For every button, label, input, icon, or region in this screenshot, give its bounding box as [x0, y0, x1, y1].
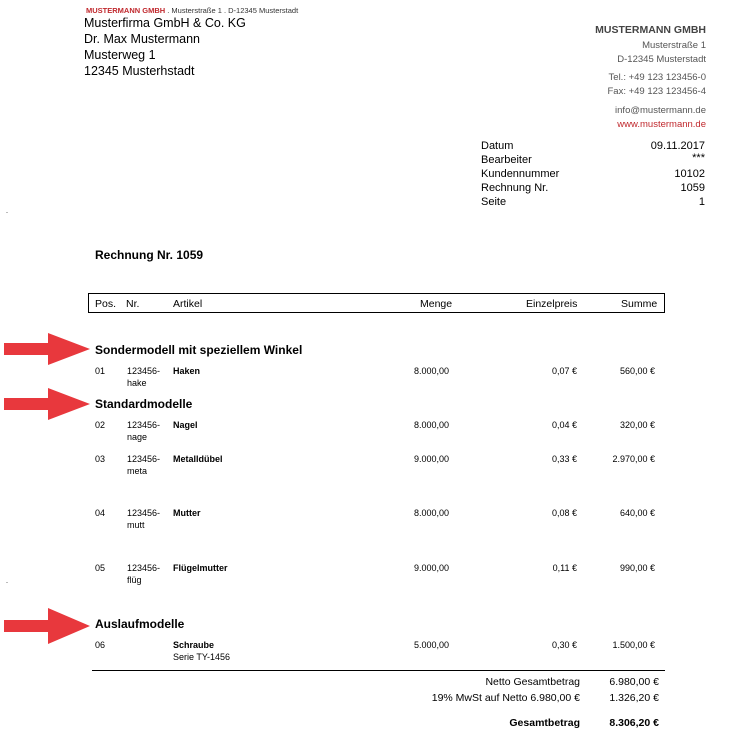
item-5-artikel: Flügelmutter [173, 563, 228, 573]
item-3-artikel: Metalldübel [173, 454, 223, 464]
company-street: Musterstraße 1 [642, 40, 706, 51]
recipient-line-3: Musterweg 1 [84, 48, 156, 62]
item-1-nr: 123456- [127, 366, 161, 376]
company-city: D-12345 Musterstadt [617, 54, 706, 65]
meta-value-rechnung: 1059 [680, 182, 705, 194]
item-5-pos: 05 [95, 563, 106, 573]
item-4-nr: 123456- [127, 508, 161, 518]
item-2-pos: 02 [95, 420, 106, 430]
item-4-nr-suffix: mutt [127, 520, 145, 530]
gesamt-label: Gesamtbetrag [509, 717, 580, 729]
recipient-line-2: Dr. Max Mustermann [84, 32, 201, 46]
margin-mark [6, 582, 8, 583]
item-1-menge: 8.000,00 [414, 366, 450, 376]
totals-divider [92, 670, 665, 671]
item-3-menge: 9.000,00 [414, 454, 450, 464]
item-1-preis: 0,07 € [551, 366, 577, 376]
item-2-artikel: Nagel [173, 420, 198, 430]
invoice-title: Rechnung Nr. 1059 [95, 248, 204, 262]
recipient-line-4: 12345 Musterhstadt [84, 64, 195, 78]
netto-label: Netto Gesamtbetrag [485, 676, 580, 688]
arrow-icon [0, 329, 92, 369]
item-6-artikel: Schraube [173, 640, 215, 650]
meta-value-bearbeiter: *** [692, 152, 705, 164]
item-4-artikel: Mutter [173, 508, 201, 518]
col-summe: Summe [621, 298, 658, 310]
item-1-nr-suffix: hake [127, 378, 147, 388]
company-fax: Fax: +49 123 123456-4 [607, 86, 706, 97]
item-6-summe: 1.500,00 € [612, 640, 655, 650]
group-title-auslaufmodelle: Auslaufmodelle [95, 617, 185, 631]
item-5-preis: 0,11 € [552, 563, 577, 573]
item-2-nr-suffix: nage [127, 432, 148, 442]
meta-label-bearbeiter: Bearbeiter [481, 154, 532, 166]
col-menge: Menge [420, 298, 453, 310]
item-1-summe: 560,00 € [619, 366, 655, 376]
item-4-summe: 640,00 € [619, 508, 655, 518]
meta-value-kundennummer: 10102 [674, 168, 705, 180]
item-3-preis: 0,33 € [551, 454, 577, 464]
item-2-nr: 123456- [127, 420, 161, 430]
meta-value-seite: 1 [698, 196, 705, 208]
sender-brand: MUSTERMANN GMBH [86, 6, 166, 15]
item-5-summe: 990,00 € [619, 563, 655, 573]
company-tel: Tel.: +49 123 123456-0 [608, 72, 706, 83]
item-6-preis: 0,30 € [551, 640, 577, 650]
item-1-pos: 01 [95, 366, 106, 376]
recipient-line-1: Musterfirma GmbH & Co. KG [84, 16, 246, 30]
item-4-menge: 8.000,00 [414, 508, 450, 518]
item-3-summe: 2.970,00 € [612, 454, 655, 464]
item-2-menge: 8.000,00 [414, 420, 450, 430]
col-einzelpreis: Einzelpreis [526, 298, 578, 310]
item-4-preis: 0,08 € [551, 508, 577, 518]
meta-label-rechnung: Rechnung Nr. [481, 182, 549, 194]
company-email: info@mustermann.de [615, 105, 706, 116]
item-6-artikel-detail: Serie TY-1456 [173, 652, 231, 662]
table-header [88, 293, 665, 313]
item-5-nr: 123456- [127, 563, 161, 573]
arrow-icon [0, 604, 92, 648]
mwst-label: 19% MwSt auf Netto 6.980,00 € [431, 692, 580, 704]
item-1-artikel: Haken [173, 366, 201, 376]
group-title-sondermodell: Sondermodell mit speziellem Winkel [95, 343, 303, 357]
margin-mark [6, 212, 8, 213]
arrow-icon [0, 384, 92, 424]
item-2-summe: 320,00 € [619, 420, 655, 430]
mwst-value: 1.326,20 € [609, 692, 659, 704]
item-5-nr-suffix: flüg [127, 575, 142, 585]
item-3-nr: 123456- [127, 454, 161, 464]
item-6-menge: 5.000,00 [414, 640, 450, 650]
col-artikel: Artikel [173, 298, 203, 310]
item-3-nr-suffix: meta [127, 466, 148, 476]
group-title-standardmodelle: Standardmodelle [95, 397, 193, 411]
item-6-pos: 06 [95, 640, 106, 650]
sender-address: . Musterstraße 1 . D-12345 Musterstadt [167, 6, 299, 15]
meta-label-kundennummer: Kundennummer [481, 168, 560, 180]
meta-label-datum: Datum [481, 140, 514, 152]
item-2-preis: 0,04 € [551, 420, 577, 430]
meta-label-seite: Seite [481, 196, 507, 208]
meta-value-datum: 09.11.2017 [650, 140, 705, 152]
company-name: MUSTERMANN GMBH [595, 24, 706, 36]
company-web-link[interactable]: www.mustermann.de [617, 119, 706, 130]
item-3-pos: 03 [95, 454, 106, 464]
col-nr: Nr. [126, 298, 140, 310]
item-4-pos: 04 [95, 508, 106, 518]
item-5-menge: 9.000,00 [414, 563, 450, 573]
sender-line [86, 6, 298, 15]
gesamt-value: 8.306,20 € [609, 717, 659, 729]
col-pos: Pos. [95, 298, 117, 310]
netto-value: 6.980,00 € [609, 676, 659, 688]
